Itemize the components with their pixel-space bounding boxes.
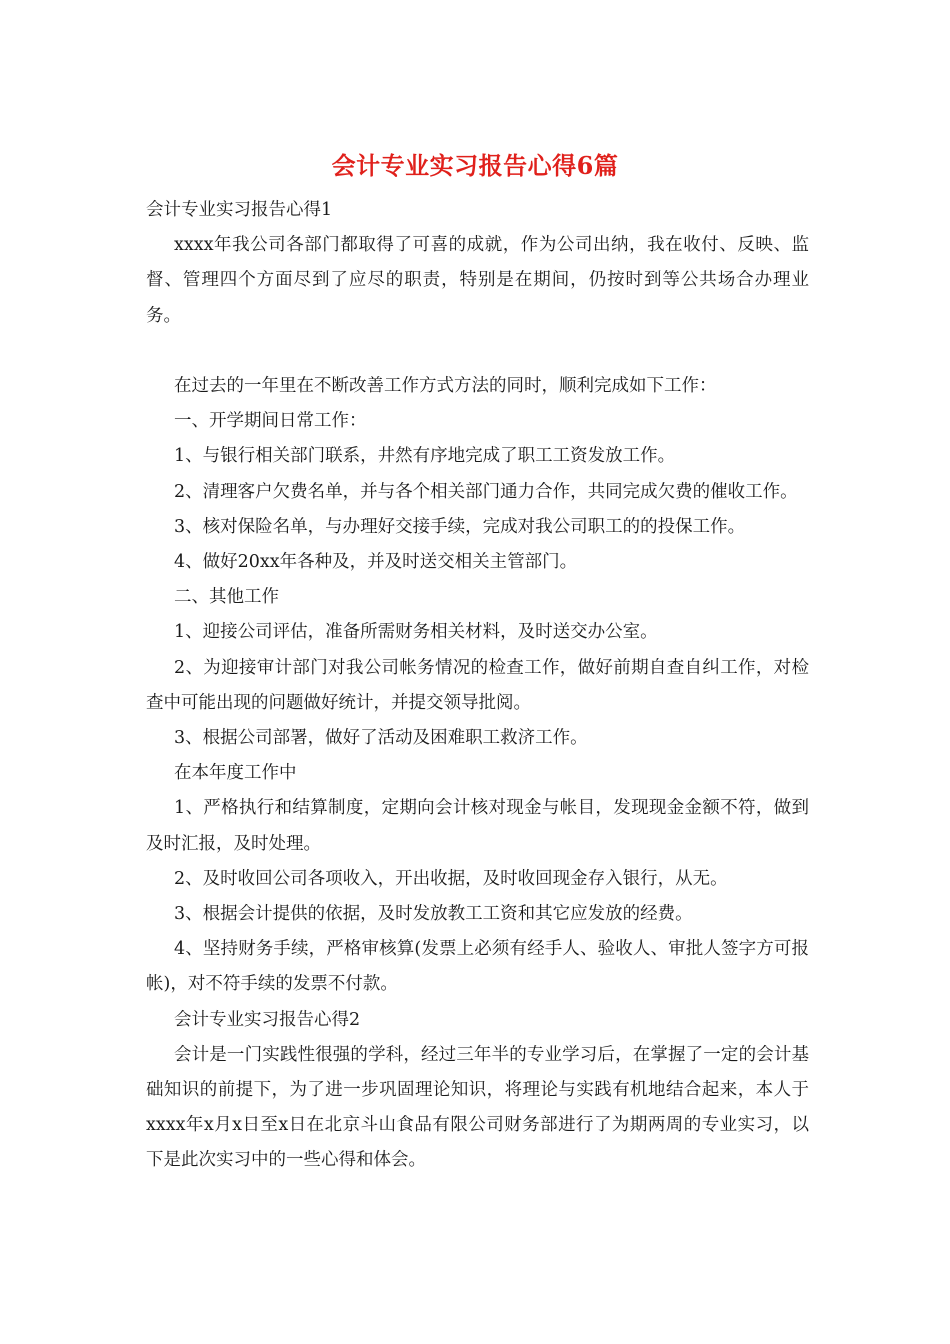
paragraph: 4、坚持财务手续，严格审核算(发票上必须有经手人、验收人、审批人签字方可报帐)，对不符手续的发票不付款。 <box>146 939 809 995</box>
blank-line <box>146 334 809 369</box>
document-title: 会计专业实习报告心得6篇 <box>331 151 619 180</box>
paragraph: 3、核对保险名单，与办理好交接手续，完成对我公司职工的的投保工作。 <box>174 516 746 537</box>
paragraph: 在过去的一年里在不断改善工作方式方法的同时，顺利完成如下工作： <box>174 376 717 396</box>
paragraph: 1、严格执行和结算制度，定期向会计核对现金与帐目，发现现金金额不符，做到及时汇报，及时处理。 <box>146 798 809 854</box>
paragraph: 二、其他工作 <box>174 587 279 608</box>
paragraph: 3、根据公司部署，做好了活动及困难职工救济工作。 <box>174 728 588 749</box>
paragraph: 一、开学期间日常工作： <box>174 411 367 432</box>
paragraph: 2、及时收回公司各项收入，开出收据，及时收回现金存入银行，从无。 <box>174 868 728 889</box>
paragraph: 3、根据会计提供的依据，及时发放教工工资和其它应发放的经费。 <box>174 904 693 925</box>
paragraph: 在本年度工作中 <box>174 763 297 784</box>
paragraph: 1、与银行相关部门联系，井然有序地完成了职工工资发放工作。 <box>174 446 676 467</box>
paragraph: xxxx年我公司各部门都取得了可喜的成就，作为公司出纳，我在收付、反映、监督、管理四个方面尽到了应尽的职责，特别是在期间，仍按时到等公共场合办理业务。 <box>146 235 809 326</box>
paragraph: 2、清理客户欠费名单，并与各个相关部门通力合作，共同完成欠费的催收工作。 <box>174 481 798 502</box>
paragraph: 会计专业实习报告心得1 <box>146 200 333 220</box>
paragraph: 2、为迎接审计部门对我公司帐务情况的检查工作，做好前期自查自纠工作，对检查中可能出现的问题做好统计，并提交领导批阅。 <box>146 657 809 713</box>
paragraph: 会计专业实习报告心得2 <box>174 1009 361 1030</box>
paragraph: 会计是一门实践性很强的学科，经过三年半的专业学习后，在掌握了一定的会计基础知识的前提下，为了进一步巩固理论知识，将理论与实践有机地结合起来，本人于xxxx年x月x日至x日在北京斗山食品有限公司财务部进行了为期两周的专业实习，以下是此次实习中的一些心得和体会。 <box>146 1044 809 1171</box>
paragraph: 4、做好20xx年各种及，并及时送交相关主管部门。 <box>174 552 578 573</box>
paragraph: 1、迎接公司评估，准备所需财务相关材料，及时送交办公室。 <box>174 622 658 643</box>
document-body <box>146 193 809 1179</box>
